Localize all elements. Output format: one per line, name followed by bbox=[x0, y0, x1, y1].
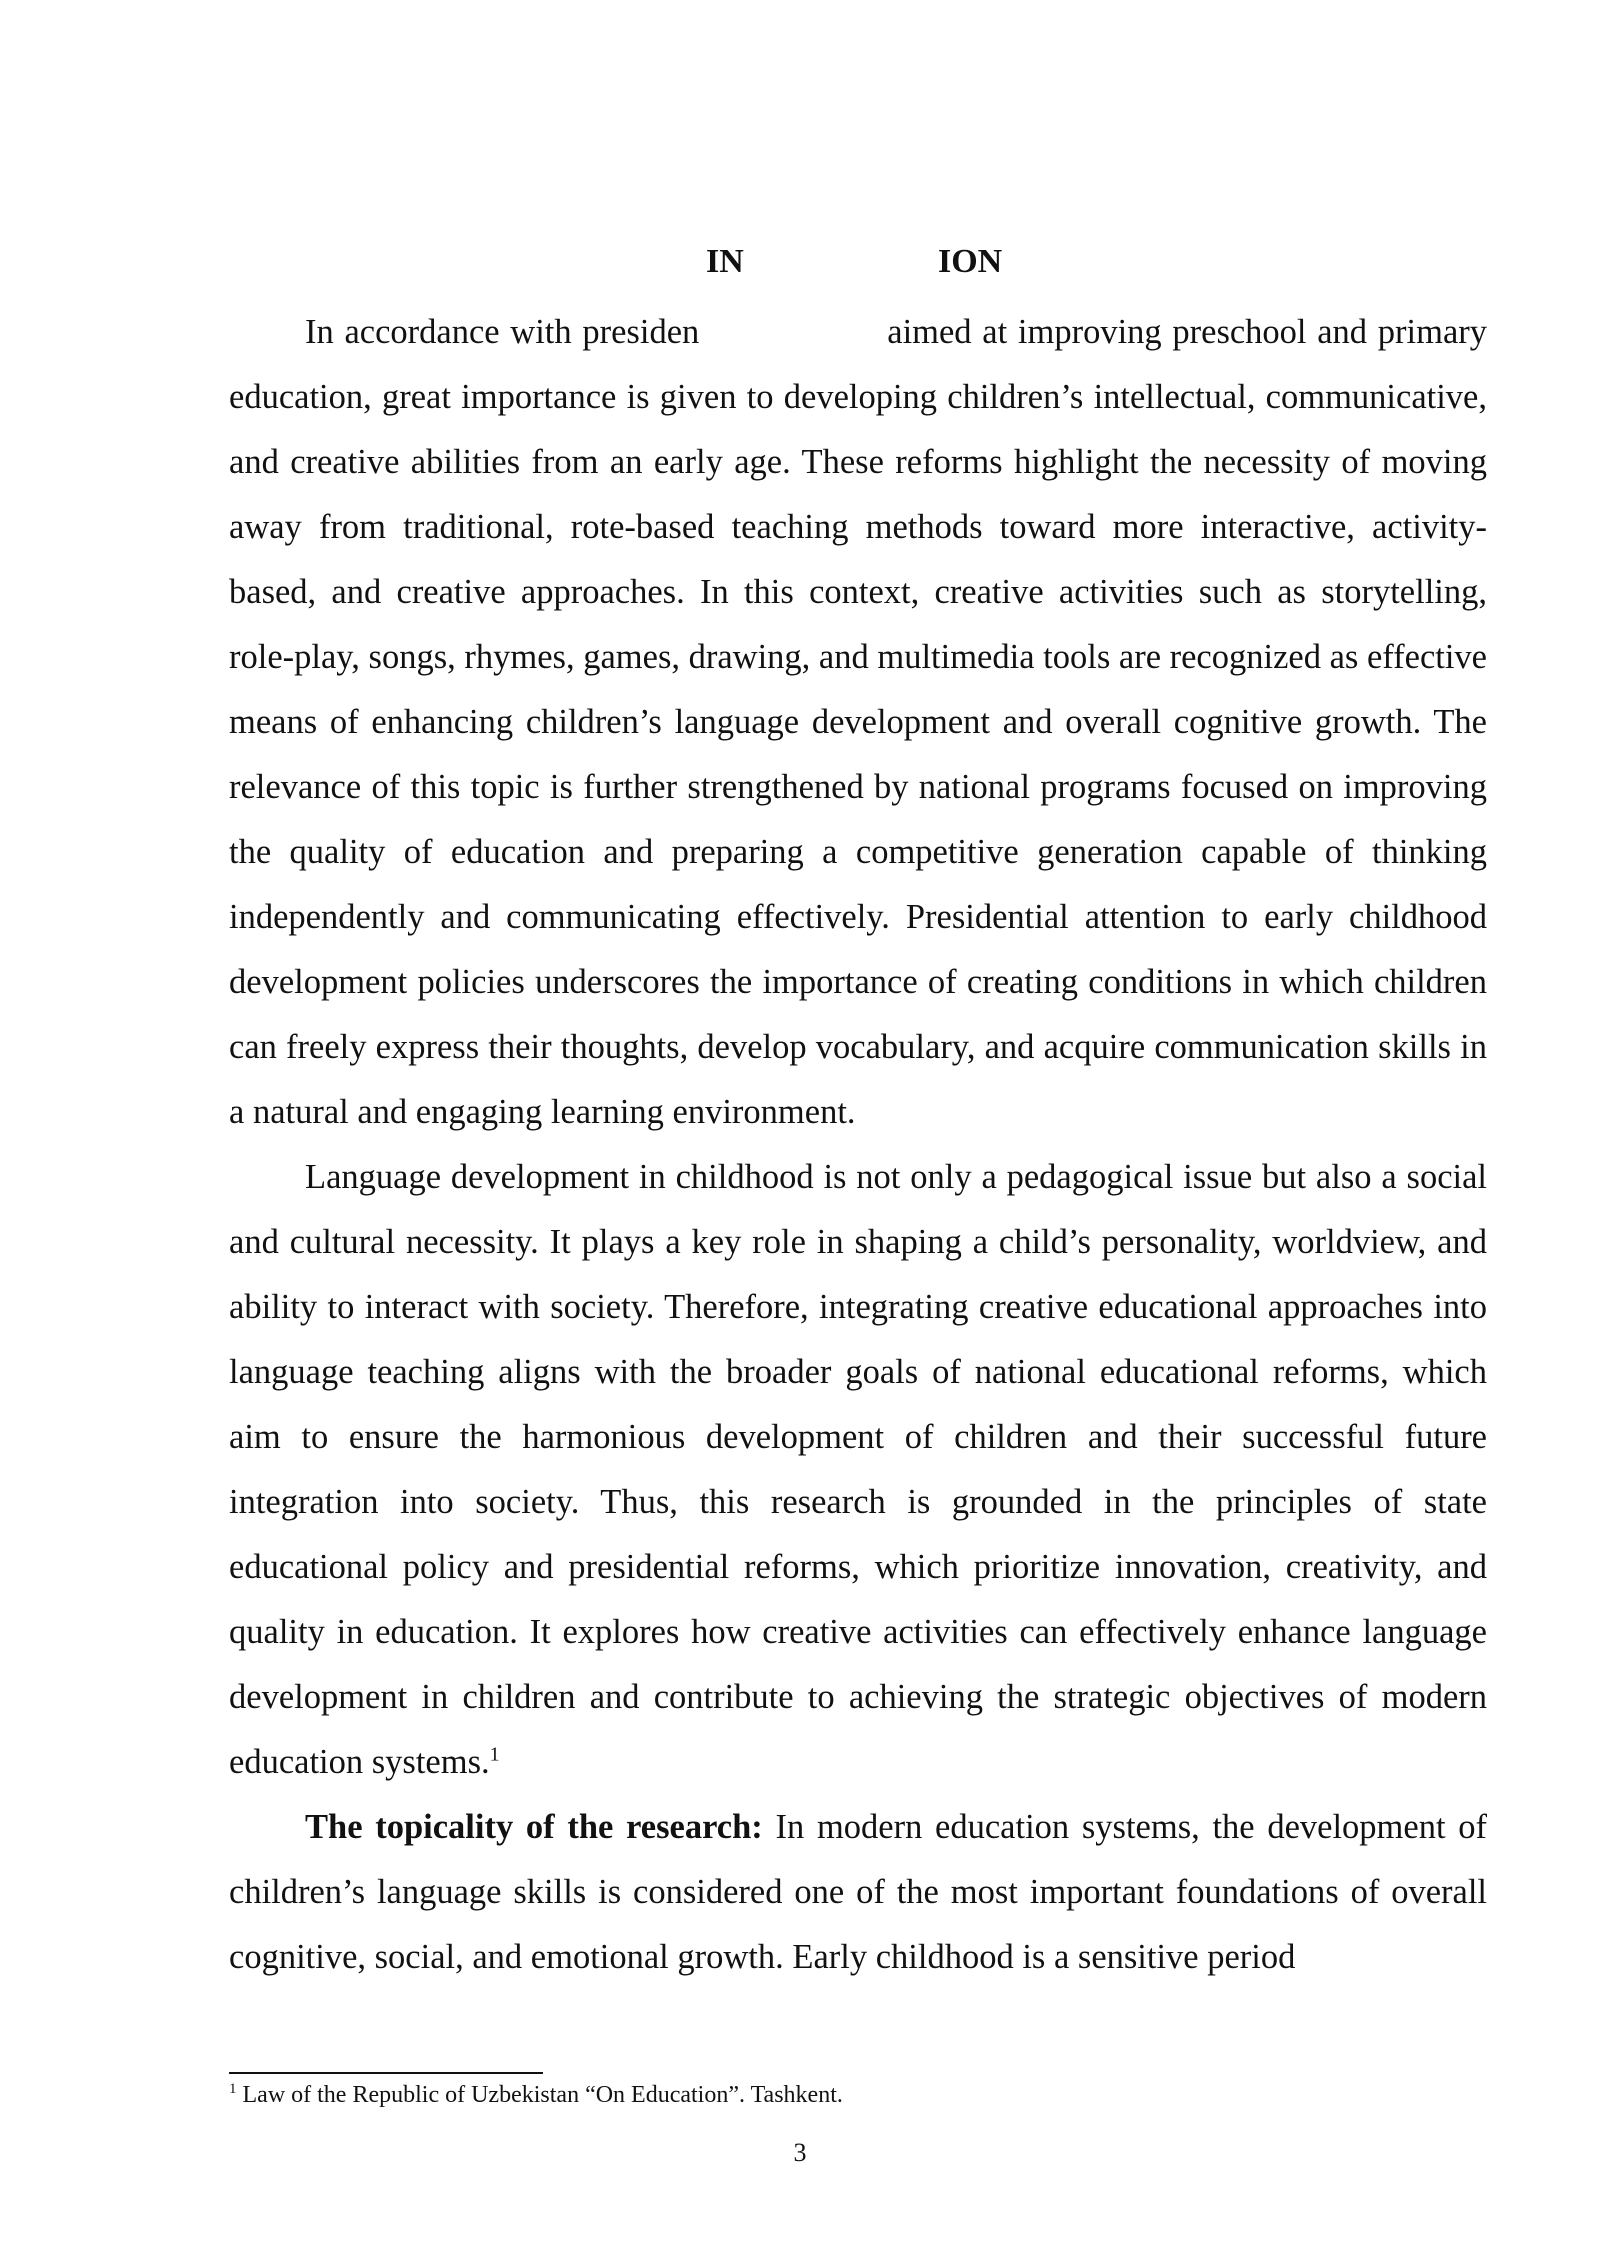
footnote-separator bbox=[229, 2072, 543, 2074]
section-heading bbox=[0, 240, 1600, 284]
paragraph-1 bbox=[229, 300, 1487, 1145]
footnote bbox=[229, 2080, 1487, 2110]
footnote-reference: 1 bbox=[489, 1743, 500, 1766]
paragraph-3-text: In modern education systems, the development of children’s language skills is considered one of the most important foundations of overall cognitive, social, and emotional growth. Early childhood is a sensitive period bbox=[229, 1808, 1487, 1976]
footnote-mark: 1 bbox=[229, 2081, 237, 2097]
paragraph-2 bbox=[229, 1145, 1487, 1795]
page-number: 3 bbox=[793, 2138, 807, 2167]
heading-visible-right: ION bbox=[938, 243, 1003, 280]
topicality-lead: The topicality of the research: bbox=[305, 1808, 763, 1846]
heading-visible-left: IN bbox=[706, 243, 744, 280]
paragraph-2-text: Language development in childhood is not only a pedagogical issue but also a social and cultural necessity. It plays a key role in shaping a child’s personality, worldview, and ability to interact with society. Therefore, integrating creative educational approaches into language teaching aligns with the broader goals of national educational reforms, which aim to ensure the harmonious development of children and their successful future integration into society. Thus, this research is grounded in the principles of state educational policy and presidential reforms, which prioritize innovation, creativity, and quality in education. It explores how creative activities can effectively enhance language development in children and contribute to achieving the strategic objectives of modern education systems. bbox=[229, 1158, 1487, 1781]
paragraph-3 bbox=[229, 1795, 1487, 1990]
footnote-text: Law of the Republic of Uzbekistan “On Education”. Tashkent. bbox=[236, 2082, 843, 2108]
paragraph-1-rest: aimed at improving preschool and primary education, great importance is given to developing children’s intellectual, communicative, and creative abilities from an early age. These reforms highlight the necessity of moving away from traditional, rote-based teaching methods toward more interactive, activity-based, and creative approaches. In this context, creative activities such as storytelling, role-play, songs, rhymes, games, drawing, and multimedia tools are recognized as effective means of enhancing children’s language development and overall cognitive growth. The relevance of this topic is further strengthened by national programs focused on improving the quality of education and preparing a competitive generation capable of thinking independently and communicating effectively. Presidential attention to early childhood development policies underscores the importance of creating conditions in which children can freely express their thoughts, develop vocabulary, and acquire communication skills in a natural and engaging learning environment. bbox=[229, 313, 1487, 1131]
body-text bbox=[229, 300, 1487, 1990]
paragraph-1-start: In accordance with presiden bbox=[305, 313, 700, 351]
